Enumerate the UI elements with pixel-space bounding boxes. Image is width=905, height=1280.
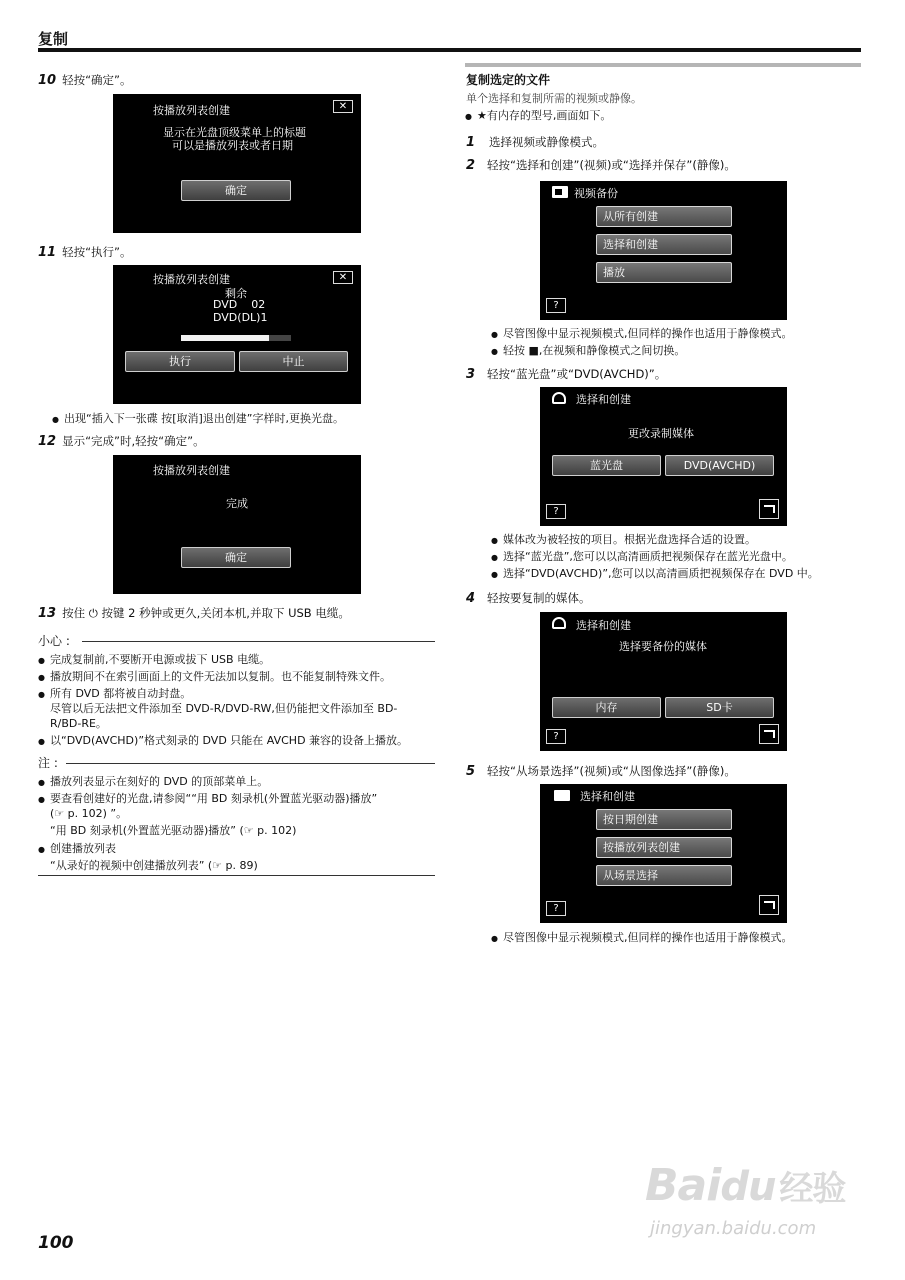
- watermark-url: jingyan.baidu.com: [650, 1218, 817, 1239]
- step-11: 11 轻按“执行”。: [38, 245, 132, 260]
- select-from-scene-button[interactable]: 从场景选择: [596, 865, 732, 886]
- caution-label: 小心 :: [38, 634, 70, 648]
- section-intro: 单个选择和复制所需的视频或静像。: [466, 92, 642, 105]
- back-icon[interactable]: [759, 895, 779, 915]
- caution-item-cont: R/BD-RE。: [50, 717, 107, 730]
- notes-item: ● 要查看创建好的光盘,请参阅““用 BD 刻录机(外置蓝光驱动器)播放”: [50, 791, 377, 806]
- screen-select-source: [540, 784, 787, 923]
- notes-rule: [66, 763, 435, 764]
- dvddl-count: DVD(DL)1: [213, 311, 268, 324]
- page-number: 100: [38, 1233, 74, 1253]
- back-icon[interactable]: [759, 724, 779, 744]
- close-icon[interactable]: ✕: [333, 271, 353, 284]
- video-camera-icon: [554, 790, 570, 801]
- caution-rule: [82, 641, 435, 642]
- screen-confirm: [113, 94, 361, 233]
- disc-icon: [552, 617, 566, 629]
- screen-message: 选择要备份的媒体: [619, 640, 707, 653]
- video-camera-icon: [552, 186, 568, 198]
- step-1: 1 选择视频或静像模式。: [466, 135, 605, 150]
- step-5: 5 轻按“从场景选择”(视频)或“从图像选择”(静像)。: [466, 764, 736, 779]
- step-3: 3 轻按“蓝光盘”或“DVD(AVCHD)”。: [466, 367, 667, 382]
- screen-execute: [113, 265, 361, 404]
- note-mode: ● 尽管图像中显示视频模式,但同样的操作也适用于静像模式。: [503, 930, 793, 945]
- step-13: 13 按住 ⏻ 按键 2 秒钟或更久,关闭本机,并取下 USB 电缆。: [38, 606, 350, 621]
- disc-icon: [552, 392, 566, 404]
- screen-done: [113, 455, 361, 594]
- execute-button[interactable]: 执行: [125, 351, 235, 372]
- reference-link[interactable]: “从录好的视频中创建播放列表” (☞ p. 89): [50, 859, 258, 872]
- header-divider: [38, 48, 861, 52]
- note-bluray: ● 选择“蓝光盘”,您可以以高清画质把视频保存在蓝光光盘中。: [503, 549, 793, 564]
- back-icon[interactable]: [759, 499, 779, 519]
- dvd-avchd-button[interactable]: DVD(AVCHD): [665, 455, 774, 476]
- select-and-create-button[interactable]: 选择和创建: [596, 234, 732, 255]
- progress-fill: [181, 335, 269, 341]
- screen-message-2: 可以是播放列表或者日期: [172, 139, 293, 152]
- notes-bottom-rule: [38, 875, 435, 876]
- close-icon[interactable]: ✕: [333, 100, 353, 113]
- screen-message: 更改录制媒体: [628, 427, 694, 440]
- note-dvd: ● 选择“DVD(AVCHD)”,您可以以高清画质把视频保存在 DVD 中。: [503, 566, 819, 581]
- dvd-count: DVD 02: [213, 298, 266, 311]
- remaining-label: 剩余: [225, 287, 247, 300]
- caution-item: ● 完成复制前,不要断开电源或拔下 USB 电缆。: [50, 652, 270, 667]
- create-by-date-button[interactable]: 按日期创建: [596, 809, 732, 830]
- step-12: 12 显示“完成”时,轻按“确定”。: [38, 434, 205, 449]
- create-by-playlist-button[interactable]: 按播放列表创建: [596, 837, 732, 858]
- caution-item: ● 所有 DVD 都将被自动封盘。: [50, 686, 191, 701]
- help-icon[interactable]: ?: [546, 729, 566, 744]
- play-button[interactable]: 播放: [596, 262, 732, 283]
- intro-bullet: ● ★有内存的型号,画面如下。: [477, 108, 611, 123]
- ok-button[interactable]: 确定: [181, 180, 291, 201]
- notes-label: 注 :: [38, 756, 58, 770]
- screen-select-media: [540, 612, 787, 751]
- internal-memory-button[interactable]: 内存: [552, 697, 661, 718]
- note-mode: ● 尽管图像中显示视频模式,但同样的操作也适用于静像模式。: [503, 326, 793, 341]
- screen-title: 选择和创建: [580, 790, 635, 803]
- help-icon[interactable]: ?: [546, 901, 566, 916]
- screen-change-media: [540, 387, 787, 526]
- caution-item: ● 播放期间不在索引画面上的文件无法加以复制。也不能复制特殊文件。: [50, 669, 391, 684]
- reference-link[interactable]: “用 BD 刻录机(外置蓝光驱动器)播放” (☞ p. 102): [50, 824, 297, 837]
- screen-title: 选择和创建: [576, 619, 631, 632]
- screen-title: 按播放列表创建: [153, 273, 230, 286]
- progress-bar: [181, 335, 291, 341]
- screen-title: 按播放列表创建: [153, 104, 230, 117]
- step-2: 2 轻按“选择和创建”(视频)或“选择并保存”(静像)。: [466, 158, 736, 173]
- note-switch: ● 轻按 ■,在视频和静像模式之间切换。: [503, 343, 685, 358]
- watermark-logo: Baidu 经验: [645, 1160, 846, 1211]
- stop-button[interactable]: 中止: [239, 351, 348, 372]
- ok-button[interactable]: 确定: [181, 547, 291, 568]
- notes-item: ● 播放列表显示在刻好的 DVD 的顶部菜单上。: [50, 774, 268, 789]
- screen-title: 视频备份: [574, 187, 618, 200]
- step-4: 4 轻按要复制的媒体。: [466, 591, 591, 606]
- screen-title: 按播放列表创建: [153, 464, 230, 477]
- sd-card-button[interactable]: SD卡: [665, 697, 774, 718]
- create-from-all-button[interactable]: 从所有创建: [596, 206, 732, 227]
- screen-message-1: 显示在光盘顶级菜单上的标题: [163, 126, 306, 139]
- help-icon[interactable]: ?: [546, 298, 566, 313]
- help-icon[interactable]: ?: [546, 504, 566, 519]
- screen-video-backup: [540, 181, 787, 320]
- step-10: 10 轻按“确定”。: [38, 73, 132, 88]
- screen-title: 选择和创建: [576, 393, 631, 406]
- note-media: ● 媒体改为被轻按的项目。根据光盘选择合适的设置。: [503, 532, 756, 547]
- caution-item: ● 以“DVD(AVCHD)”格式刻录的 DVD 只能在 AVCHD 兼容的设备上播放。: [50, 733, 408, 748]
- notes-item-cont: (☞ p. 102) ”。: [50, 807, 128, 820]
- done-message: 完成: [226, 497, 248, 510]
- caution-item-cont: 尽管以后无法把文件添加至 DVD-R/DVD-RW,但仍能把文件添加至 BD-: [50, 702, 398, 715]
- section-title: 复制选定的文件: [466, 73, 551, 87]
- page-title: 复制: [38, 30, 69, 48]
- section-rule: [465, 63, 861, 67]
- notes-item: ● 创建播放列表: [50, 841, 116, 856]
- bluray-button[interactable]: 蓝光盘: [552, 455, 661, 476]
- note-change-disc: ● 出现“插入下一张碟 按[取消]退出创建”字样时,更换光盘。: [64, 411, 344, 426]
